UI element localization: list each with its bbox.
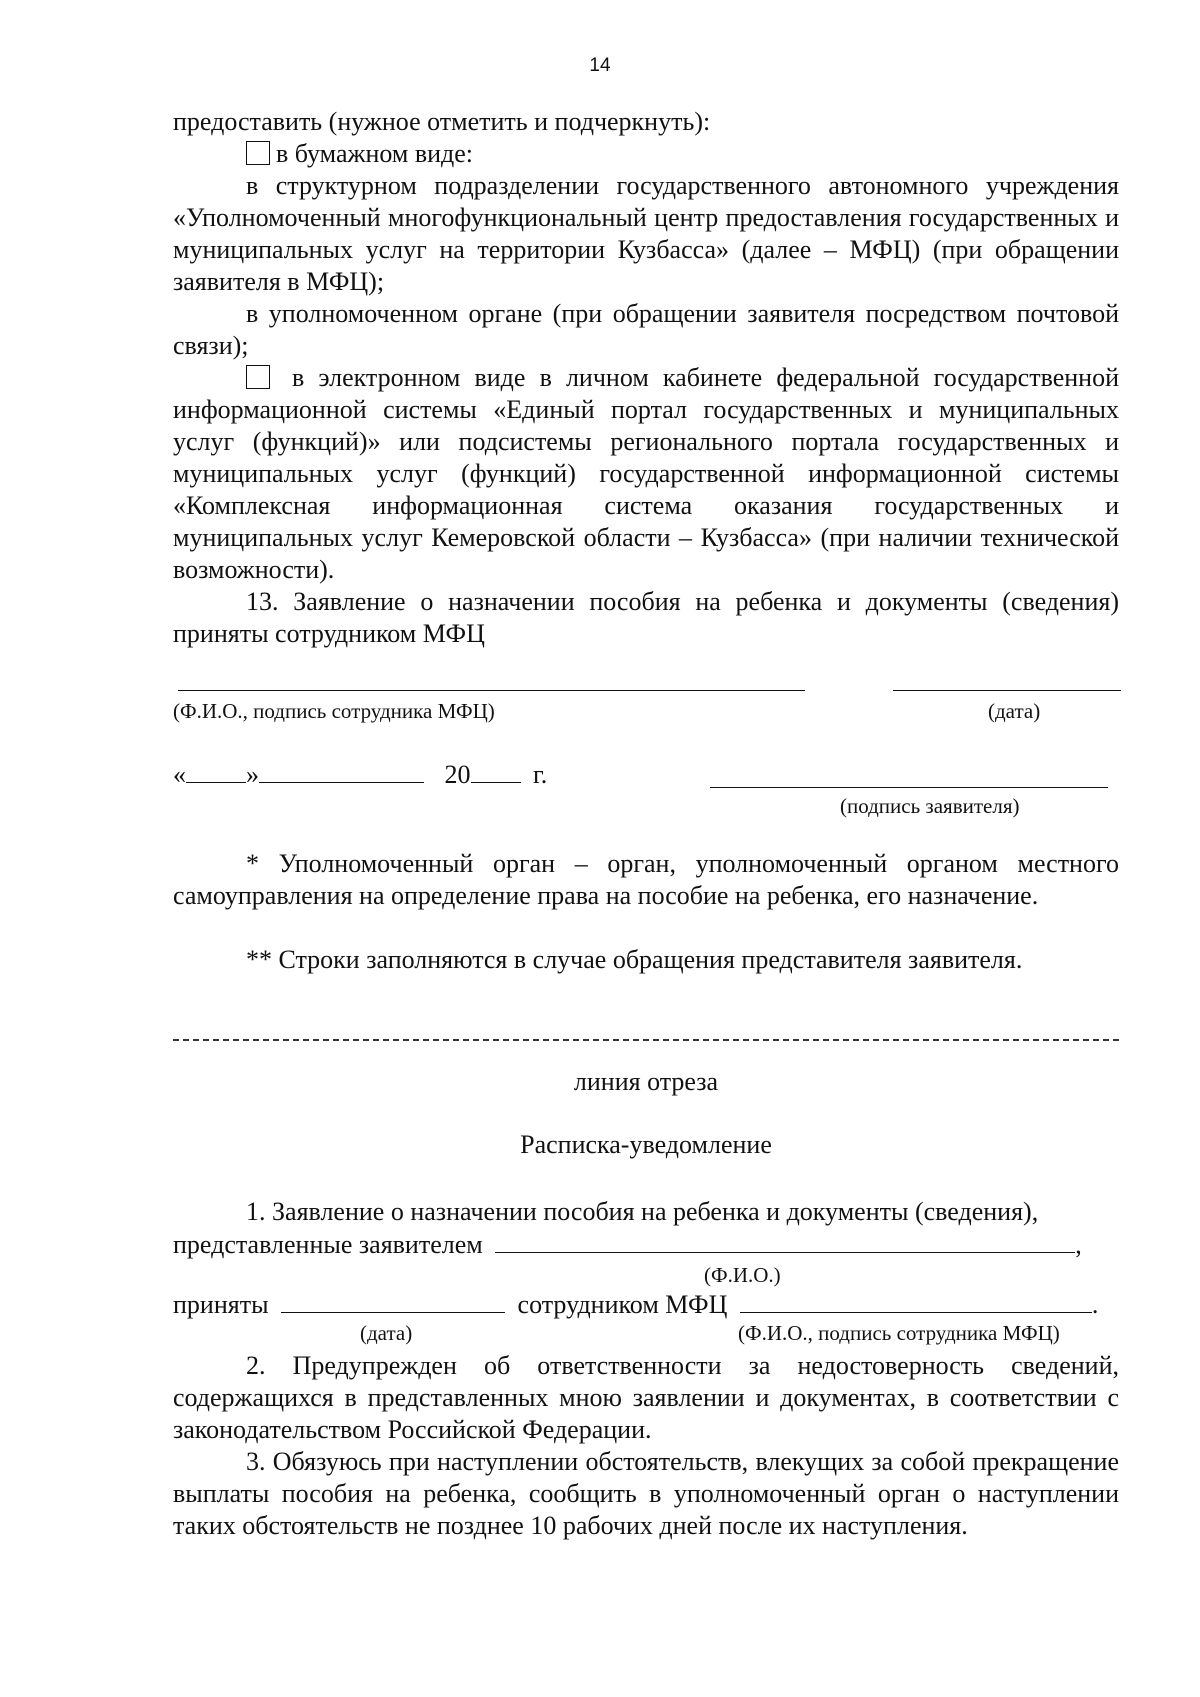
- employee-signature-line[interactable]: [178, 690, 805, 691]
- receipt-item-1-line-1: 1. Заявление о назначении пособия на ребенка и документы (сведения),: [246, 1197, 1039, 1226]
- electronic-option-checkbox[interactable]: [246, 365, 270, 389]
- accepted-employee-field[interactable]: [740, 1288, 1092, 1313]
- receipt-item-2: 2. Предупрежден об ответственности за недостоверность сведений, содержащихся в представленных мною заявлении и документах, в соответствии с законодательством Российской Федерации.: [173, 1351, 1119, 1444]
- applicant-name-field[interactable]: [495, 1228, 1075, 1253]
- accepted-employee-caption: (Ф.И.О., подпись сотрудника МФЦ): [738, 1321, 1060, 1345]
- cut-line: [173, 1039, 1119, 1041]
- year-prefix: 20: [444, 760, 471, 789]
- accepted-date-caption: (дата): [360, 1321, 413, 1345]
- footnote-representative: ** Строки заполняются в случае обращения представителя заявителя.: [246, 945, 1023, 974]
- paper-option-label: в бумажном виде:: [276, 139, 474, 168]
- applicant-name-caption: (Ф.И.О.): [704, 1263, 781, 1287]
- year-suffix: г.: [533, 760, 548, 789]
- year-field[interactable]: [471, 758, 521, 783]
- item-13-text: 13. Заявление о назначении пособия на ребенка и документы (сведения) приняты сотрудником МФЦ: [173, 587, 1119, 648]
- authority-option-text: в уполномоченном органе (при обращении заявителя посредством почтовой связи);: [173, 299, 1119, 360]
- receipt-accepted-row: [173, 1288, 1119, 1321]
- submitted-by-label: представленные заявителем: [173, 1230, 483, 1259]
- date-close-quote: »: [246, 760, 259, 789]
- mfc-option-text: в структурном подразделении государственного автономного учреждения «Уполномоченный многофункциональный центр предоставления государственных и муниципальных услуг на территории Кузбасса» (далее – МФЦ) (при обращении заявителя в МФЦ);: [173, 171, 1119, 296]
- receipt-item-3: 3. Обязуюсь при наступлении обстоятельств, влекущих за собой прекращение выплаты пособия на ребенка, сообщить в уполномоченный орган о наступлении таких обстоятельств не позднее 10 рабочих дней после их наступления.: [173, 1447, 1119, 1540]
- date-caption: (дата): [988, 699, 1041, 723]
- paper-option-checkbox[interactable]: [246, 141, 270, 165]
- electronic-option-row: [173, 362, 1119, 586]
- receipt-item-1-line-2: [173, 1228, 1119, 1261]
- electronic-option-label: в электронном виде в личном кабинете федеральной государственной информационной системы «Единый портал государственных и муниципальных услуг (функций)» или подсистемы регионального портала государственных и муниципальных услуг (функций) государственной информационной системы «Комплексная информационная система оказания государственных и муниципальных услуг Кемеровской области – Кузбасса» (при наличии технической возможности).: [173, 363, 1119, 584]
- accepted-by-label: сотрудником МФЦ: [517, 1290, 728, 1319]
- accepted-period: .: [1091, 1290, 1099, 1319]
- employee-signature-caption: (Ф.И.О., подпись сотрудника МФЦ): [173, 699, 495, 723]
- delivery-instruction: предоставить (нужное отметить и подчеркнуть):: [173, 107, 711, 136]
- paper-option-row: [246, 138, 1119, 170]
- date-open-quote: «: [173, 760, 186, 789]
- page-number: 14: [589, 55, 611, 76]
- receipt-title: Расписка-уведомление: [520, 1130, 772, 1159]
- applicant-signature-line[interactable]: [710, 787, 1108, 788]
- month-field[interactable]: [259, 758, 424, 783]
- accepted-label: приняты: [173, 1290, 269, 1319]
- applicant-name-comma: ,: [1075, 1230, 1082, 1259]
- day-field[interactable]: [186, 758, 246, 783]
- cut-line-label: линия отреза: [573, 1067, 719, 1096]
- footnote-authority: * Уполномоченный орган – орган, уполномоченный органом местного самоуправления на определение права на пособие на ребенка, его назначение.: [173, 849, 1119, 910]
- applicant-signature-caption: (подпись заявителя): [840, 794, 1020, 818]
- date-signature-line[interactable]: [893, 690, 1121, 691]
- accepted-date-field[interactable]: [281, 1288, 505, 1313]
